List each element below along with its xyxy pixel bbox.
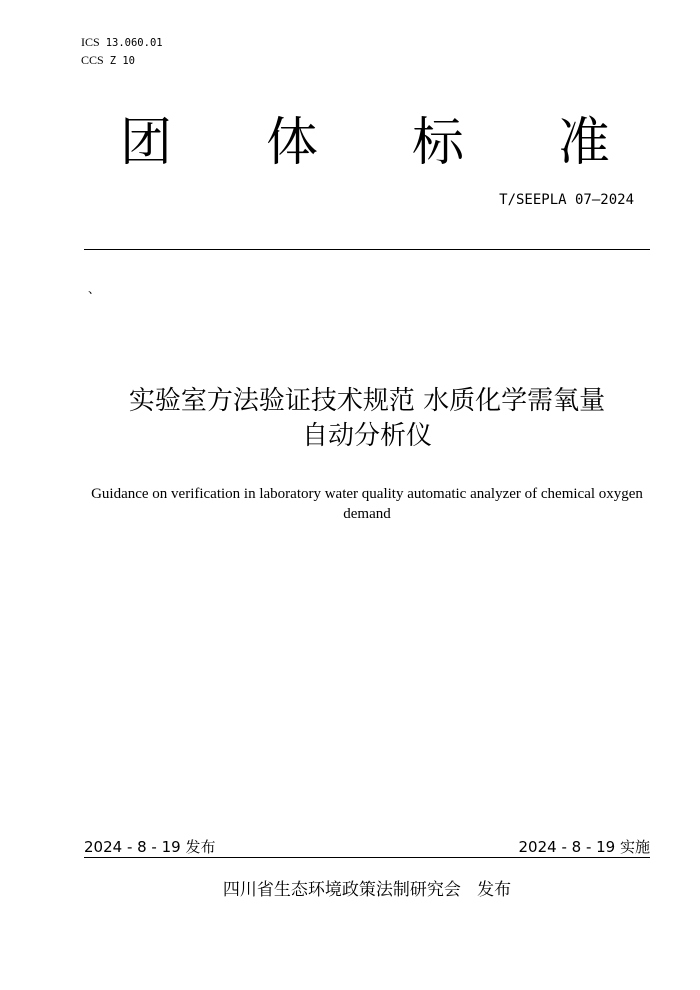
document-title-zh <box>84 384 650 454</box>
ics-label: ICS <box>81 35 100 49</box>
title-zh-line-1: 实验室方法验证技术规范 水质化学需氧量 <box>128 386 606 416</box>
standard-type-char: 团 <box>120 113 173 173</box>
document-title-en: Guidance on verification in laboratory water quality automatic analyzer of chemical oxygen demand <box>91 486 643 522</box>
bottom-divider <box>84 857 650 858</box>
ccs-label: CCS <box>81 53 104 67</box>
standard-type-char: 体 <box>265 113 318 173</box>
ccs-code <box>81 53 135 68</box>
issue-date: 2024 - 8 - 19 发布 <box>84 838 216 856</box>
stray-mark: 、 <box>88 282 101 296</box>
publisher: 四川省生态环境政策法制研究会 发布 <box>222 880 512 900</box>
standard-type-char: 准 <box>557 113 610 173</box>
implementation-date: 2024 - 8 - 19 实施 <box>518 838 650 856</box>
standard-type-heading <box>120 110 610 176</box>
top-divider <box>84 249 650 250</box>
standard-number: T/SEEPLA 07—2024 <box>499 192 634 208</box>
ccs-value: Z 10 <box>109 55 135 67</box>
standard-type-char: 标 <box>411 113 464 173</box>
ics-code <box>81 35 163 50</box>
ics-value: 13.060.01 <box>105 37 163 49</box>
title-zh-line-2: 自动分析仪 <box>301 421 432 451</box>
